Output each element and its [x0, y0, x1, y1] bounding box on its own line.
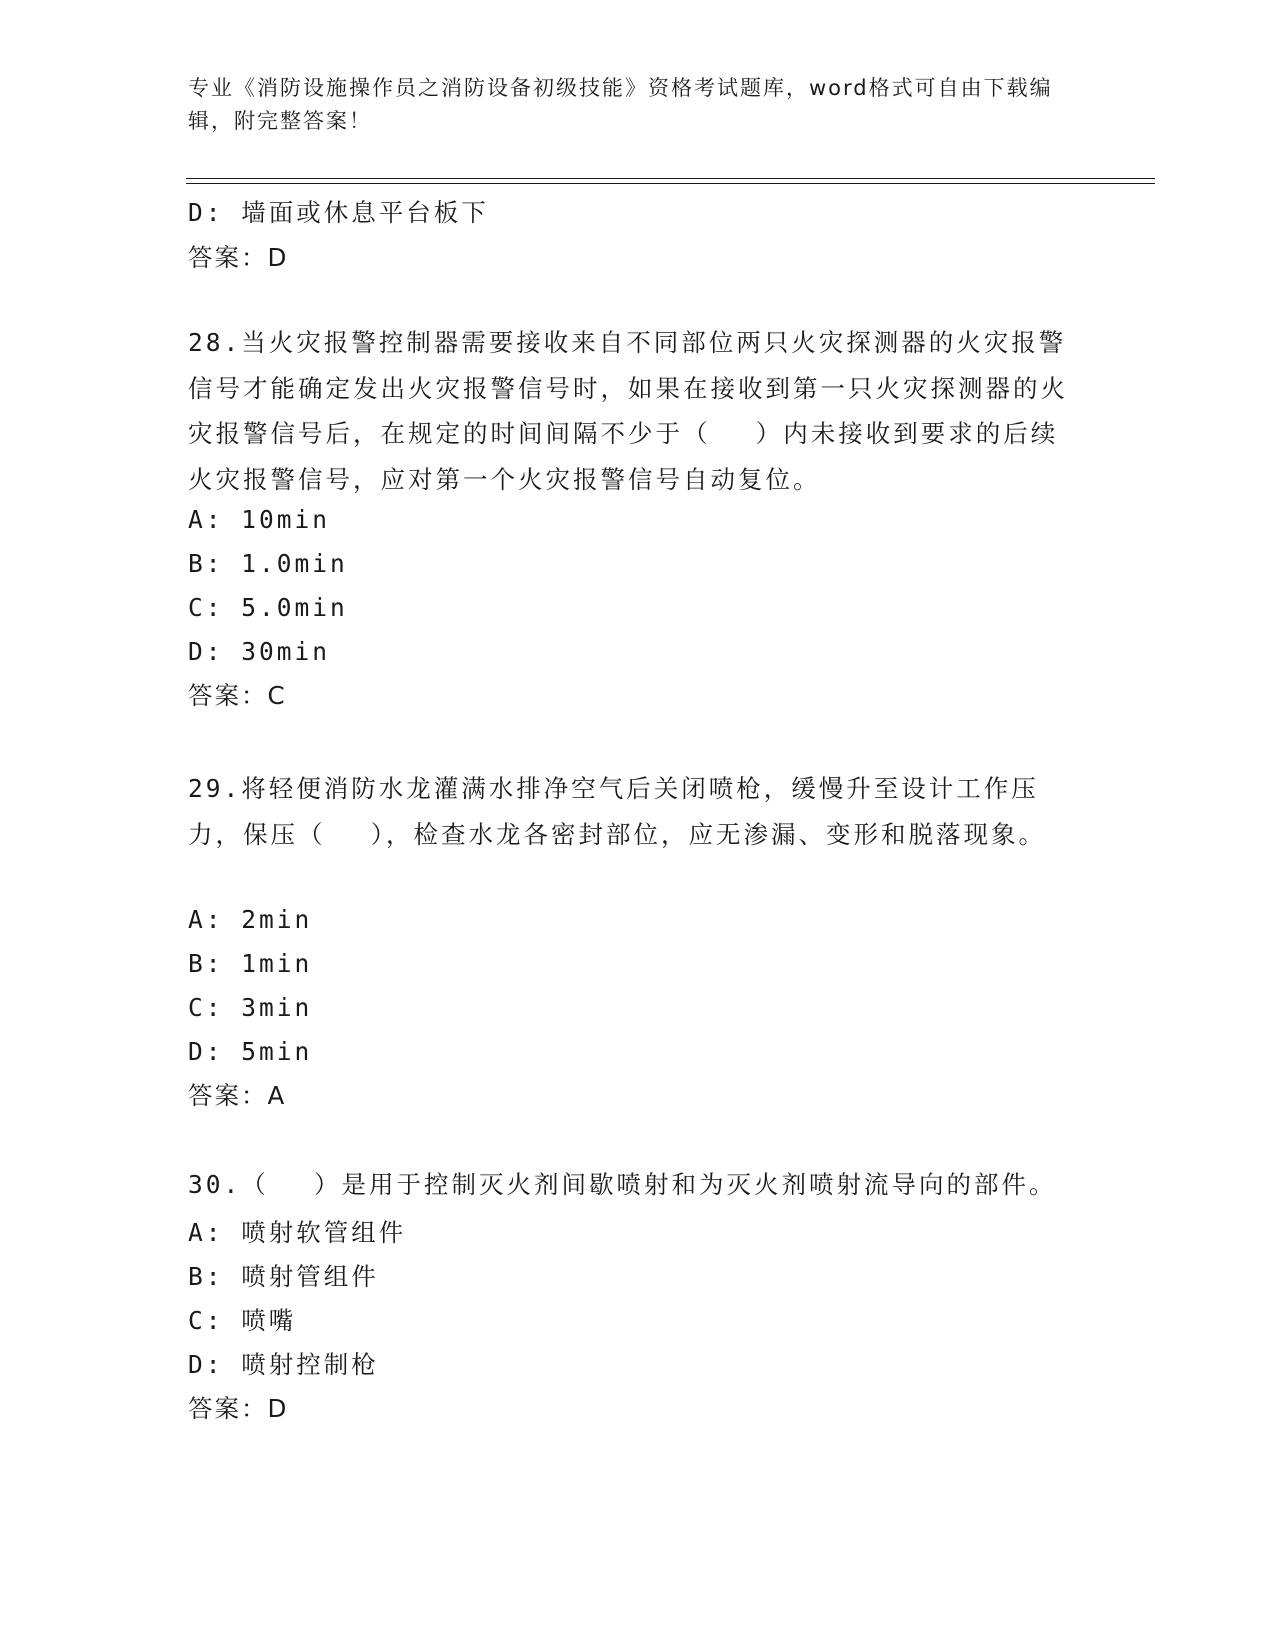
option-b: B: 1.0min	[188, 549, 348, 578]
question-stem: 29.将轻便消防水龙灌满水排净空气后关闭喷枪，缓慢升至设计工作压力，保压（ ），检查水龙各密封部位，应无渗漏、变形和脱落现象。	[188, 774, 1046, 849]
document-header: 专业《消防设施操作员之消防设备初级技能》资格考试题库，word格式可自由下载编辑，附完整答案！	[188, 76, 1053, 133]
option-c: C: 3min	[188, 993, 313, 1022]
question-stem: 30.（ ）是用于控制灭火剂间歇喷射和为灭火剂喷射流导向的部件。	[188, 1170, 1057, 1199]
option-a: A: 2min	[188, 905, 313, 934]
option-b: B: 喷射管组件	[188, 1262, 379, 1291]
question-stem: 28.当火灾报警控制器需要接收来自不同部位两只火灾探测器的火灾报警信号才能确定发出火灾报警信号时，如果在接收到第一只火灾探测器的火灾报警信号后，在规定的时间间隔不少于（ ）内未接收到要求的后续火灾报警信号，应对第一个火灾报警信号自动复位。	[188, 328, 1068, 494]
option-d: D: 5min	[188, 1037, 313, 1066]
header-rule-top	[186, 178, 1155, 179]
option-c: C: 喷嘴	[188, 1306, 297, 1335]
option-d: D: 墙面或休息平台板下	[188, 198, 489, 227]
option-a: A: 10min	[188, 505, 331, 534]
option-a: A: 喷射软管组件	[188, 1218, 407, 1247]
answer-line: 答案：C	[188, 681, 287, 710]
option-c: C: 5.0min	[188, 593, 348, 622]
option-d: D: 喷射控制枪	[188, 1350, 379, 1379]
option-d: D: 30min	[188, 637, 331, 666]
answer-line: 答案：D	[188, 1394, 289, 1423]
answer-line: 答案：D	[188, 243, 289, 272]
header-rule-bottom	[186, 183, 1155, 184]
answer-line: 答案：A	[188, 1081, 287, 1110]
option-b: B: 1min	[188, 949, 313, 978]
